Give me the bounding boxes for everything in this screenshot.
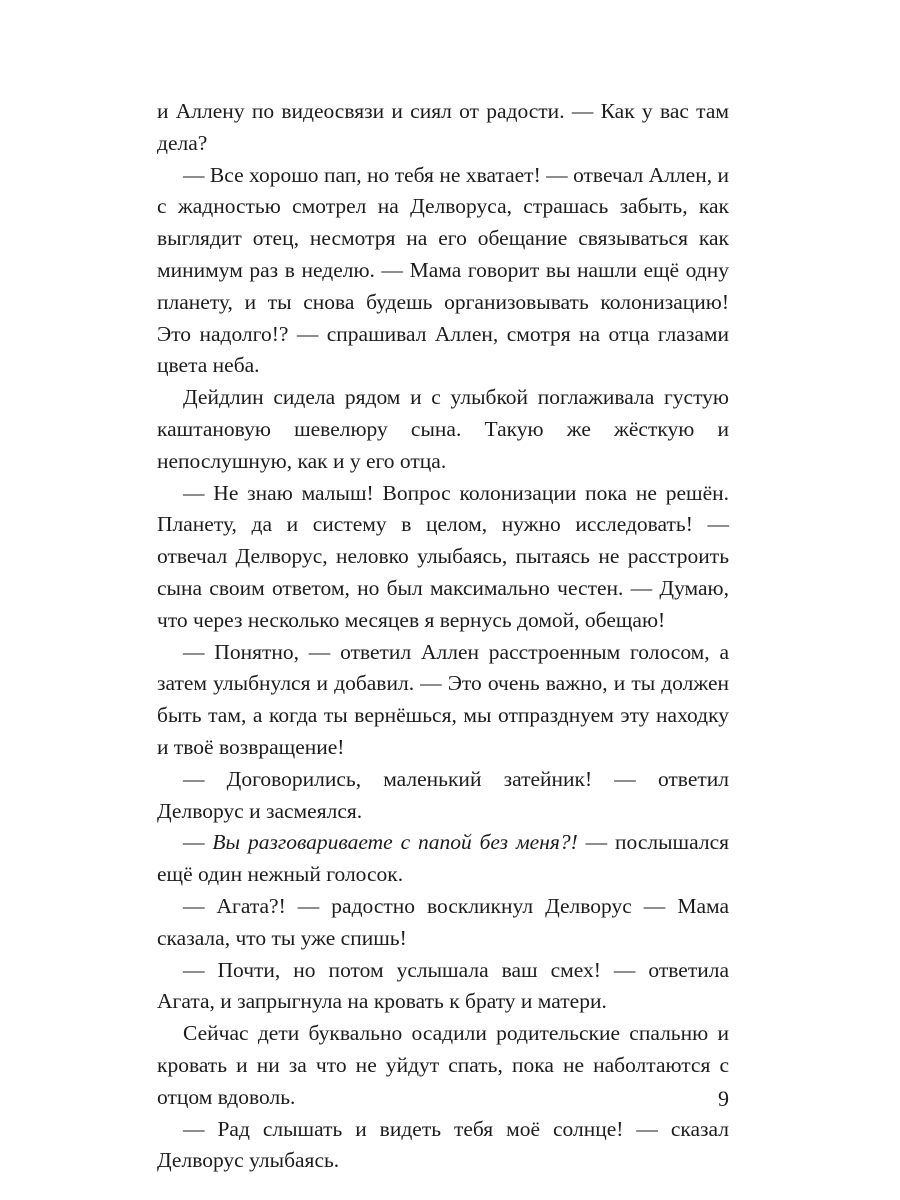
paragraph-narration: Сейчас дети буквально осадили родительские спальню и кровать и ни за что не уйдут спать, пока не наболтаются с отцом вдоволь. xyxy=(157,1021,729,1109)
paragraph-narration: Дейдлин сидела рядом и с улыбкой поглаживала густую каштановую шевелюру сына. Такую же жёсткую и непослушную, как и у его отца. xyxy=(157,385,729,473)
paragraph-dialogue: — Агата?! — радостно воскликнул Делворус — Мама сказала, что ты уже спишь! xyxy=(157,893,729,950)
paragraph-continuation: и Аллену по видеосвязи и сиял от радости. — Как у вас там дела? xyxy=(157,99,729,155)
paragraph-dialogue: — Договорились, маленький затейник! — ответил Делворус и засмеялся. xyxy=(157,766,729,823)
paragraph-dialogue: — Понятно, — ответил Аллен расстроенным голосом, а затем улыбнулся и добавил. — Это очень важно, и ты должен быть там, а когда ты вернёшься, мы отпразднуем эту находку и твоё возвращение! xyxy=(157,639,729,759)
paragraph-dialogue: — Почти, но потом услышала ваш смех! — ответила Агата, и запрыгнула на кровать к брату и матери. xyxy=(157,957,729,1014)
dash: — xyxy=(183,830,213,855)
italic-speech: Вы разговариваете с папой без меня?! xyxy=(212,830,578,855)
page-number: 9 xyxy=(718,1086,729,1111)
paragraph-dialogue: — Рад слышать и видеть тебя моё солнце! — сказал Делворус улыбаясь. xyxy=(157,1116,729,1173)
paragraph-dialogue: — Все хорошо пап, но тебя не хватает! — отвечал Аллен, и с жадностью смотрел на Делворуса, страшась забыть, как выглядит отец, несмотря на его обещание связываться как минимум раз в неделю. — Мама говорит вы нашли ещё одну планету, и ты снова будешь организовывать колонизацию! Это надолго!? — спрашивал Аллен, смотря на отца глазами цвета неба. xyxy=(157,162,729,378)
paragraph-dialogue: — Не знаю малыш! Вопрос колонизации пока не решён. Планету, да и систему в целом, нужно исследовать! — отвечал Делворус, неловко улыбаясь, пытаясь не расстроить сына своим ответом, но был максимально честен. — Думаю, что через несколько месяцев я вернусь домой, обещаю! xyxy=(157,480,729,632)
speech-attribution: — послышался ещё один нежный голосок. xyxy=(157,830,730,887)
page-body xyxy=(157,96,729,1177)
paragraph-dialogue-italic xyxy=(157,827,729,891)
